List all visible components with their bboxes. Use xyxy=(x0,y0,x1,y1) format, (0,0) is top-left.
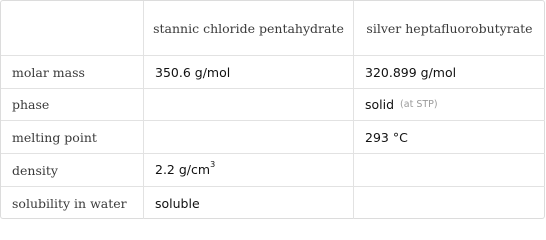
row-label-melting-point: melting point xyxy=(12,129,97,145)
table-row-solubility-in-water xyxy=(1,186,545,219)
value-cell-compound-1 xyxy=(143,121,353,153)
value-cell-compound-2 xyxy=(353,187,545,219)
header-empty-cell xyxy=(1,1,143,55)
header-row xyxy=(1,1,545,55)
table-row-phase xyxy=(1,88,545,120)
value-cell-compound-2 xyxy=(353,89,545,120)
value-cell-compound-1 xyxy=(143,56,353,88)
density-value-1 xyxy=(155,162,215,177)
value-cell-compound-2 xyxy=(353,121,545,153)
header-cell-stannic-chloride-pentahydrate xyxy=(143,1,353,55)
row-label-phase: phase xyxy=(12,97,50,112)
density-unit-exponent: 3 xyxy=(210,160,216,170)
row-label-cell xyxy=(1,121,143,153)
molar-mass-value-1: 350.6 g/mol xyxy=(155,64,231,80)
row-label-solubility-in-water: solubility in water xyxy=(12,195,127,211)
phase-qualifier: (at STP) xyxy=(400,99,438,110)
row-label-density: density xyxy=(12,162,58,178)
phase-value-2: solid xyxy=(365,97,395,112)
density-value-text: 2.2 g/cm xyxy=(155,162,211,178)
table-row-molar-mass xyxy=(1,55,545,88)
value-cell-compound-1 xyxy=(143,89,353,120)
header-cell-silver-heptafluorobutyrate xyxy=(353,1,545,55)
value-cell-compound-1 xyxy=(143,187,353,219)
row-label-cell xyxy=(1,187,143,219)
row-label-cell xyxy=(1,154,143,186)
row-label-cell xyxy=(1,56,143,88)
solubility-value-1: soluble xyxy=(155,195,200,211)
value-cell-compound-2 xyxy=(353,56,545,88)
row-label-cell xyxy=(1,89,143,120)
header-label-compound-2: silver heptafluorobutyrate xyxy=(366,20,533,36)
molar-mass-value-2: 320.899 g/mol xyxy=(365,64,457,80)
table-row-melting-point xyxy=(1,120,545,153)
value-cell-compound-1 xyxy=(143,154,353,186)
header-label-compound-1: stannic chloride pentahydrate xyxy=(153,20,344,36)
melting-point-value-2: 293 °C xyxy=(365,129,408,145)
table-row-density xyxy=(1,153,545,186)
value-cell-compound-2 xyxy=(353,154,545,186)
row-label-molar-mass: molar mass xyxy=(12,64,85,80)
